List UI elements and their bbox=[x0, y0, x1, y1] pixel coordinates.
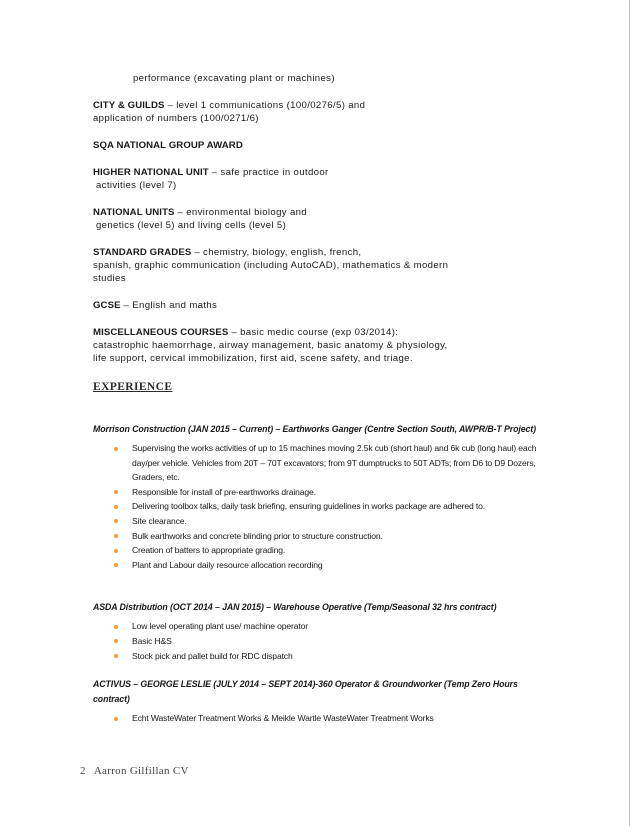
qualification-key: GCSE bbox=[93, 300, 121, 311]
job-bullets bbox=[93, 619, 548, 663]
qualification-line: – safe practice in outdoor bbox=[208, 167, 329, 178]
qualification-line: – English and maths bbox=[120, 300, 218, 311]
list-item: Plant and Labour daily resource allocation recording bbox=[114, 558, 548, 573]
qualification-line: – environmental biology and bbox=[174, 207, 307, 218]
qualification-item bbox=[93, 72, 548, 85]
qualification-item bbox=[93, 206, 548, 232]
footer-name: Aarron Gilfillan CV bbox=[93, 765, 189, 777]
qualification-line: – chemistry, biology, english, french, bbox=[191, 247, 362, 258]
qualification-key: CITY & GUILDS bbox=[93, 100, 165, 111]
job-entry bbox=[93, 422, 548, 572]
list-item: Low level operating plant use/ machine operator bbox=[114, 619, 548, 634]
job-title: Morrison Construction (JAN 2015 – Current) – Earthworks Ganger (Centre Section South, AWPR/B-T Project) bbox=[93, 424, 536, 434]
qualification-line: catastrophic haemorrhage, airway management, basic anatomy & physiology, bbox=[93, 340, 448, 351]
list-item: Stock pick and pallet build for RDC dispatch bbox=[114, 649, 548, 664]
list-item: Site clearance. bbox=[114, 514, 548, 529]
page-edge-line bbox=[629, 0, 630, 826]
qualification-item bbox=[93, 166, 548, 192]
cv-content bbox=[93, 72, 548, 726]
qualification-line: life support, cervical immobilization, first aid, scene safety, and triage. bbox=[93, 353, 413, 364]
qualification-key: SQA NATIONAL GROUP AWARD bbox=[93, 140, 243, 151]
experience-heading: EXPERIENCE bbox=[93, 381, 173, 393]
job-title: ACTIVUS – GEORGE LESLIE (JULY 2014 – SEPT 2014)-360 Operator & Groundworker (Temp Zero Hours contract) bbox=[93, 679, 518, 705]
qualification-line: spanish, graphic communication (including AutoCAD), mathematics & modern bbox=[93, 260, 449, 271]
qualification-line: genetics (level 5) and living cells (level 5) bbox=[96, 220, 287, 231]
page-footer bbox=[80, 765, 189, 777]
list-item: Bulk earthworks and concrete blinding prior to structure construction. bbox=[114, 529, 548, 544]
list-item: Echt WasteWater Treatment Works & Meikle Wartle WasteWater Treatment Works bbox=[114, 711, 548, 726]
qualification-line: application of numbers (100/0271/6) bbox=[93, 113, 259, 124]
job-title: ASDA Distribution (OCT 2014 – JAN 2015) – Warehouse Operative (Temp/Seasonal 32 hrs contract) bbox=[93, 602, 497, 613]
qualification-line: activities (level 7) bbox=[96, 180, 177, 191]
qualification-line: – basic medic course (exp 03/2014): bbox=[228, 327, 399, 338]
qualification-item bbox=[93, 246, 548, 285]
experience-list bbox=[93, 422, 548, 726]
qualification-line: studies bbox=[93, 273, 126, 284]
qualification-item bbox=[93, 139, 548, 152]
list-item: Delivering toolbox talks, daily task briefing, ensuring guidelines in works package are adhered to. bbox=[114, 499, 548, 514]
qualification-item bbox=[93, 299, 548, 312]
page-number: 2 bbox=[80, 765, 86, 777]
qualification-key: STANDARD GRADES bbox=[93, 247, 192, 258]
list-item: Creation of batters to appropriate grading. bbox=[114, 543, 548, 558]
job-bullets bbox=[93, 711, 548, 726]
qualification-line: – level 1 communications (100/0276/5) and bbox=[164, 100, 366, 111]
list-item: Supervising the works activities of up to 15 machines moving 2.5k cub (short haul) and 6k cub (long haul) each day/per vehicle. Vehicles from 20T – 70T excavators; from 9T dumptrucks to 50T ADTs; from D6 to D9 Dozers, Graders, etc. bbox=[114, 441, 548, 485]
qualification-item bbox=[93, 99, 548, 125]
qualification-item bbox=[93, 326, 548, 365]
qualification-key: MISCELLANEOUS COURSES bbox=[93, 327, 229, 338]
job-entry bbox=[93, 600, 548, 663]
qualification-line: performance (excavating plant or machines) bbox=[133, 73, 335, 84]
job-entry bbox=[93, 677, 548, 726]
qualification-key: NATIONAL UNITS bbox=[93, 207, 175, 218]
list-item: Responsible for install of pre-earthworks drainage. bbox=[114, 485, 548, 500]
list-item: Basic H&S bbox=[114, 634, 548, 649]
job-bullets bbox=[93, 441, 548, 572]
qualification-key: HIGHER NATIONAL UNIT bbox=[93, 167, 209, 178]
qualifications-section bbox=[93, 72, 548, 365]
